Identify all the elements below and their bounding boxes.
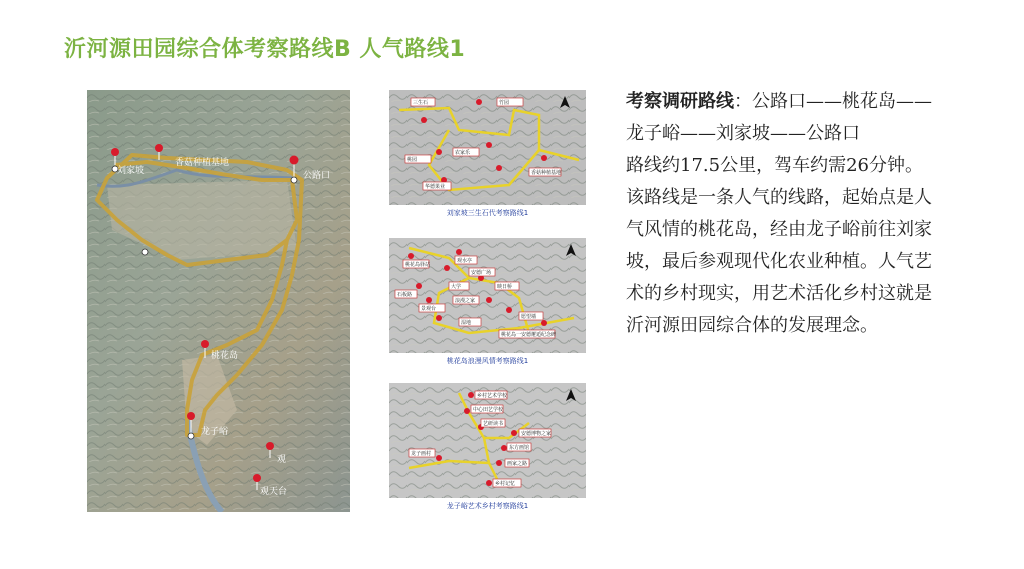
thumb3-label-4: 东方画馆 — [509, 445, 530, 451]
thumbnail-caption-3: 龙子峪艺术乡村考察路线1 — [446, 502, 529, 510]
distance-paragraph: 路线约17.5公里，驾车约需26分钟。 — [626, 155, 923, 176]
label-longziyu: 龙子峪 — [201, 427, 229, 437]
thumbnail-caption-1: 刘家坡三生石代考察路线1 — [446, 209, 529, 217]
label-xianggu: 香菇种植基地 — [175, 158, 230, 168]
thumb3-label-0: 乡村艺术学校 — [477, 393, 508, 399]
thumb3-label-3: 安德博物之家 — [521, 431, 552, 437]
label-taohuadao: 桃花岛 — [211, 351, 239, 361]
thumb2-label-1: 观水亭 — [457, 258, 473, 264]
thumb2-label-8: 大学 — [451, 284, 462, 290]
route-description — [626, 86, 946, 342]
page-title: 沂河源田园综合体考察路线B 人气路线1 — [64, 37, 466, 62]
thumb3-label-6: 画家之路 — [507, 461, 528, 467]
thumb1-label-5: 华德果业 — [425, 184, 446, 190]
thumbnail-map-liujiapo — [389, 90, 586, 205]
label-guan: 观 — [277, 455, 287, 465]
thumb2-label-7: 湿地 — [461, 320, 472, 326]
route-label: 考察调研路线 — [626, 91, 734, 112]
thumb3-label-7: 乡村记忆 — [495, 481, 516, 487]
route-value: ：公路口——桃花岛——龙子峪——刘家坡——公路口 — [626, 91, 932, 144]
thumbnail-map-longziyu — [389, 383, 586, 498]
thumb1-label-1: 竹园 — [499, 100, 510, 106]
thumb1-label-2: 香菇种植基地 — [531, 170, 562, 176]
thumbnail-caption-2: 桃花岛浪漫风情考察路线1 — [446, 357, 529, 365]
thumb2-label-5: 景观台 — [421, 306, 437, 312]
thumb2-label-4: 石板路 — [397, 292, 413, 298]
thumb1-label-4: 农家乐 — [455, 150, 471, 156]
label-liujiapo: 刘家坡 — [117, 166, 145, 176]
thumb2-label-6: 浪漫之家 — [455, 298, 476, 304]
route-paragraph — [626, 86, 946, 150]
thumb2-label-0: 桃花岛驿站 — [405, 262, 431, 268]
summary-paragraph: 该路线是一条人气的线路，起始点是人气风情的桃花岛，经由龙子峪前往刘家坡，最后参观现代化农业种植。人气艺术的乡村现实，用艺术活化乡村这就是沂河源田园综合体的发展理念。 — [626, 187, 932, 336]
thumb3-label-2: 艺研读书 — [483, 421, 504, 427]
thumb2-label-2: 安德广场 — [471, 270, 492, 276]
thumb2-label-9: 愿望墙 — [521, 314, 537, 320]
main-route-map — [87, 90, 350, 512]
thumb2-label-10: 桃花岛一安德邂逅纪念碑 — [501, 332, 557, 338]
thumb2-label-3: 映日桥 — [497, 284, 513, 290]
label-gonglukou: 公路口 — [303, 171, 331, 181]
thumb1-label-0: 三生石 — [413, 100, 429, 106]
thumb1-label-3: 桃园 — [407, 157, 418, 163]
thumb3-label-5: 龙子画村 — [411, 451, 432, 457]
thumb3-label-1: 中心田艺学校 — [473, 407, 504, 413]
label-guantiantai: 观天台 — [260, 487, 288, 497]
thumbnail-map-taohuadao — [389, 238, 586, 353]
